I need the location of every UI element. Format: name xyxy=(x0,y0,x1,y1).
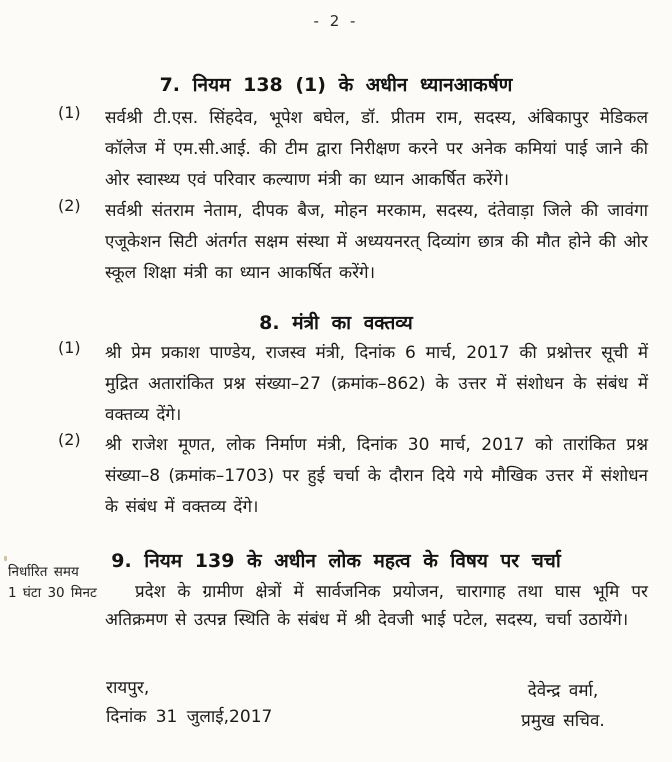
item-text: श्री राजेश मूणत, लोक निर्माण मंत्री, दिनांक 30 मार्च, 2017 को तारांकित प्रश्न संख्या–8 (क्रमांक–1703) पर हुई चर्चा के दौरान दिये गये मौखिक उत्तर में संशोधन के संबंध में वक्तव्य देंगे। xyxy=(105,435,648,517)
item-text: सर्वश्री संतराम नेताम, दीपक बैज, मोहन मरकाम, सदस्य, दंतेवाड़ा जिले की जावंगा एजूकेशन सिटी अंतर्गत सक्षम संस्था में अध्ययनरत् दिव्यांग छात्र की मौत होने की ओर स्कूल शिक्षा मंत्री का ध्यान आकर्षित करेंगे। xyxy=(105,201,648,283)
item-number: (1) xyxy=(58,338,81,357)
footer-place: रायपुर, xyxy=(106,678,150,698)
section-7-heading: 7. नियम 138 (1) के अधीन ध्यानआकर्षण xyxy=(159,74,513,96)
margin-note-line2: 1 घंटा 30 मिनट xyxy=(8,585,97,601)
footer-signature-block xyxy=(503,676,623,736)
signatory-name: देवेन्द्र वर्मा, xyxy=(527,681,599,701)
page-number: - 2 - xyxy=(313,12,359,30)
item-text: श्री प्रेम प्रकाश पाण्डेय, राजस्व मंत्री, दिनांक 6 मार्च, 2017 की प्रश्नोत्तर सूची में मुद्रित अतारांकित प्रश्न संख्या–27 (क्रमांक–862) के उत्तर में संशोधन के संबंध में वक्तव्य देंगे। xyxy=(105,343,648,425)
footer-date: दिनांक 31 जुलाई,2017 xyxy=(106,707,273,727)
item-text: सर्वश्री टी.एस. सिंहदेव, भूपेश बघेल, डॉ. प्रीतम राम, सदस्य, अंबिकापुर मेडिकल कॉलेज में एम.सी.आई. की टीम द्वारा निरीक्षण करने पर अनेक कमियां पाई जाने की ओर स्वास्थ्य एवं परिवार कल्याण मंत्री का ध्यान आकर्षित करेंगे। xyxy=(105,108,648,190)
section-8-heading: 8. मंत्री का वक्तव्य xyxy=(259,312,413,334)
item-number: (2) xyxy=(58,430,81,449)
section-9-heading: 9. नियम 139 के अधीन लोक महत्व के विषय पर चर्चा xyxy=(111,550,561,572)
margin-note-line1: निर्धारित समय xyxy=(8,564,79,580)
footer-place-date xyxy=(106,674,272,732)
item-number: (2) xyxy=(58,196,81,215)
section-9-paragraph: प्रदेश के ग्रामीण क्षेत्रों में सार्वजनिक प्रयोजन, चारागाह तथा घास भूमि पर अतिक्रमण से उत्पन्न स्थिति के संबंध में श्री देवजी भाई पटेल, सदस्य, चर्चा उठायेंगे। xyxy=(105,582,648,630)
section-8-item-2 xyxy=(58,430,648,523)
signatory-title: प्रमुख सचिव. xyxy=(521,711,605,731)
margin-note-allotted-time xyxy=(8,562,108,604)
item-number: (1) xyxy=(58,103,81,122)
section-8-item-1 xyxy=(58,338,648,431)
section-7-item-2 xyxy=(58,196,648,289)
section-7-item-1 xyxy=(58,103,648,196)
scan-speckle xyxy=(4,556,7,561)
